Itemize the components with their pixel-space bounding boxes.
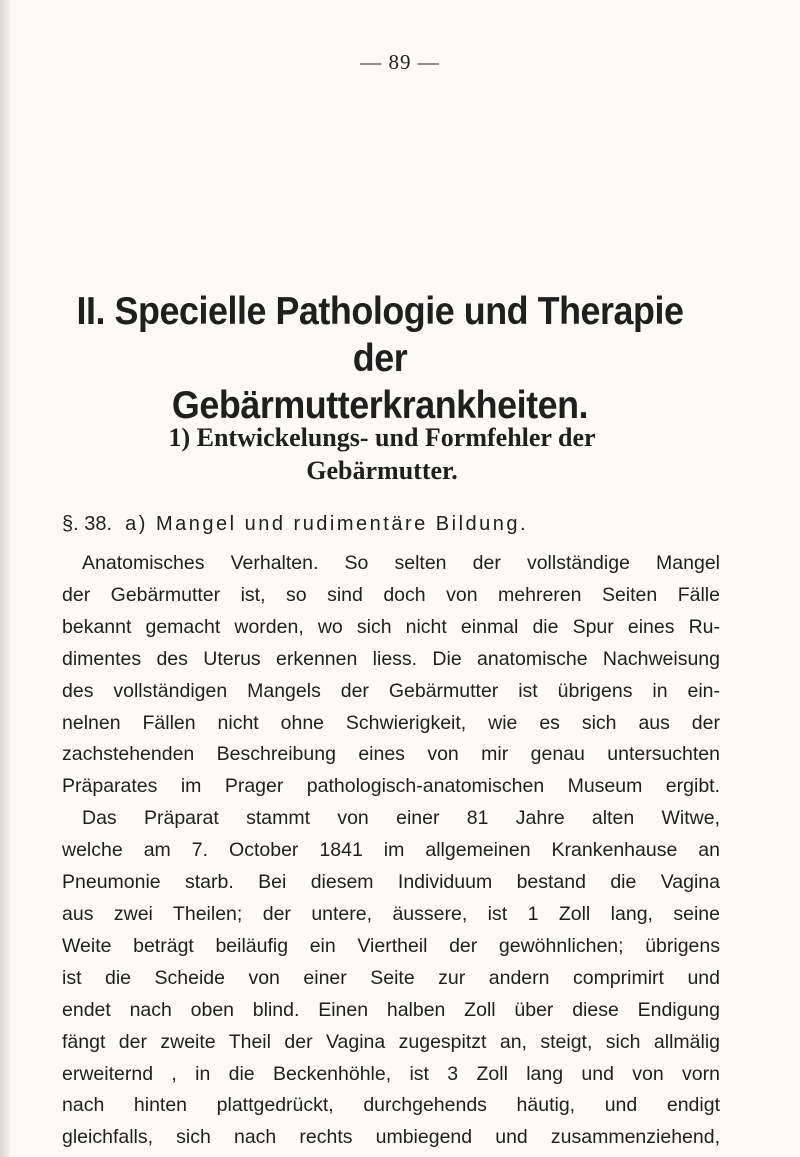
- body-text: [62, 548, 720, 1154]
- text-line: des vollständigen Mangels der Gebärmutter ist übrigens in ein-: [62, 679, 720, 702]
- text-line: bekannt gemacht worden, wo sich nicht einmal die Spur eines Ru-: [62, 615, 720, 638]
- text-line: endet nach oben blind. Einen halben Zoll über diese Endigung: [62, 998, 720, 1021]
- text-line: dimentes des Uterus erkennen liess. Die anatomische Nachweisung: [62, 647, 720, 670]
- text-line: Das Präparat stammt von einer 81 Jahre alten Witwe,: [82, 807, 720, 830]
- page-number: — 89 —: [360, 50, 440, 74]
- paragraph-heading: [62, 513, 762, 536]
- text-line: aus zwei Theilen; der untere, äussere, ist 1 Zoll lang, seine: [62, 902, 720, 925]
- section-title-line-2: Gebärmutter.: [306, 456, 458, 485]
- text-line: nach hinten plattgedrückt, durchgehends häutig, und endigt: [62, 1094, 720, 1117]
- text-line: Präparates im Prager pathologisch-anatomischen Museum ergibt.: [62, 775, 720, 798]
- text-line: Anatomisches Verhalten. So selten der vollständige Mangel: [82, 552, 720, 574]
- page-binding-edge: [0, 0, 10, 1157]
- text-line: fängt der zweite Theil der Vagina zugespitzt an, steigt, sich allmälig: [62, 1030, 720, 1053]
- chapter-title-line-1: II. Specielle Pathologie und Therapie der: [76, 290, 684, 380]
- text-line: gleichfalls, sich nach rechts umbiegend und zusammenziehend,: [62, 1126, 720, 1149]
- text-line: Pneumonie starb. Bei diesem Individuum bestand die Vagina: [62, 871, 720, 894]
- chapter-title: [67, 288, 693, 429]
- paragraph-heading-text: a) Mangel und rudimentäre Bildung.: [125, 513, 529, 535]
- paragraph-number: §. 38.: [62, 513, 113, 535]
- text-line: nelnen Fällen nicht ohne Schwierigkeit, wie es sich aus der: [62, 711, 720, 734]
- section-title-line-1: 1) Entwickelungs- und Formfehler der: [168, 423, 596, 452]
- chapter-title-line-2: Gebärmutterkrankheiten.: [171, 384, 589, 427]
- section-title: [42, 421, 722, 487]
- text-line: erweiternd , in die Beckenhöhle, ist 3 Zoll lang und von vorn: [62, 1062, 720, 1085]
- text-line: zachstehenden Beschreibung eines von mir genau untersuchten: [62, 743, 720, 766]
- text-line: Weite beträgt beiläufig ein Viertheil der gewöhnlichen; übrigens: [62, 934, 720, 957]
- text-line: der Gebärmutter ist, so sind doch von mehreren Seiten Fälle: [62, 583, 720, 606]
- text-line: ist die Scheide von einer Seite zur andern comprimirt und: [62, 966, 720, 989]
- text-line: welche am 7. October 1841 im allgemeinen Krankenhause an: [62, 839, 720, 862]
